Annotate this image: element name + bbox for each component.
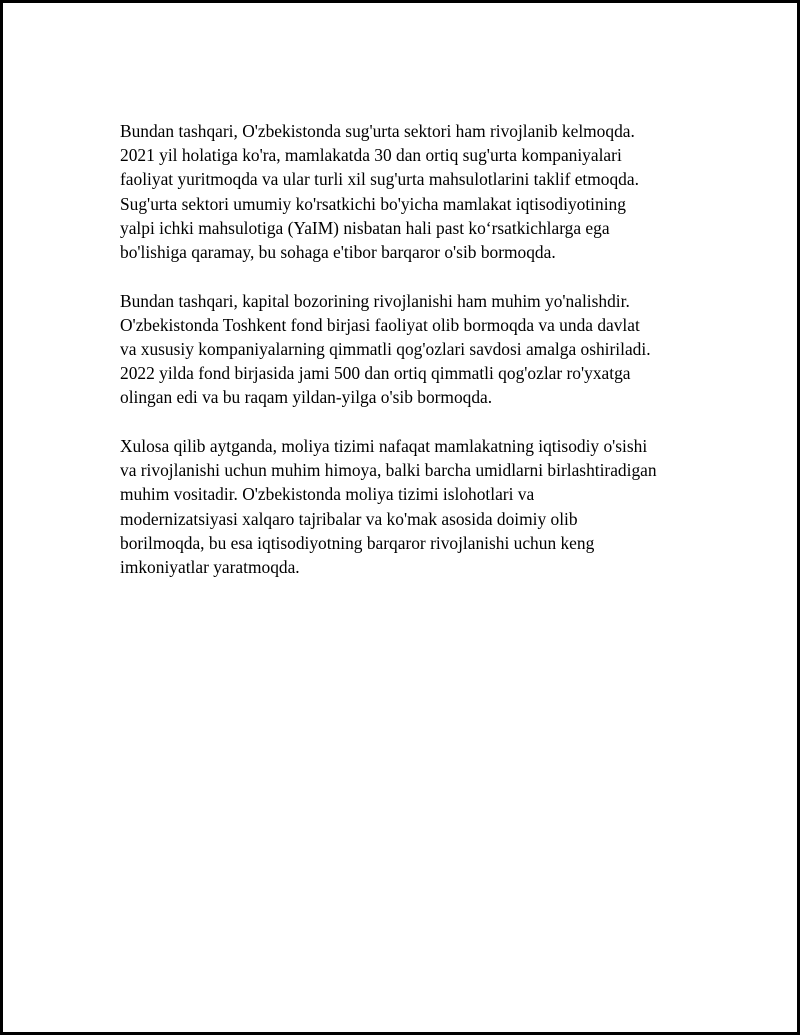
document-body [120,119,705,604]
paragraph-capital-market: Bundan tashqari, kapital bozorining rivojlanishi ham muhim yo'nalishdir. O'zbekistonda Toshkent fond birjasi faoliyat olib bormoqda va unda davlat va xususiy kompaniyalarning qimmatli qog'ozlari savdosi amalga oshiriladi. 2022 yilda fond birjasida jami 500 dan ortiq qimmatli qog'ozlar ro'yxatga olingan edi va bu raqam yildan-yilga o'sib bormoqda. [120,290,651,408]
paragraph-insurance-sector: Bundan tashqari, O'zbekistonda sug'urta sektori ham rivojlanib kelmoqda. 2021 yil holatiga ko'ra, mamlakatda 30 dan ortiq sug'urta kompaniyalari faoliyat yuritmoqda va ular turli xil sug'urta mahsulotlarini taklif etmoqda. Sug'urta sektori umumiy ko'rsatkichi bo'yicha mamlakat iqtisodiyotining yalpi ichki mahsulotiga (YaIM) nisbatan hali past ko‘rsatkichlarga ega bo'lishiga qaramay, bu sohaga e'tibor barqaror o'sib bormoqda. [120,121,639,263]
paragraph-conclusion: Xulosa qilib aytganda, moliya tizimi nafaqat mamlakatning iqtisodiy o'sishi va rivojlanishi uchun muhim himoya, balki barcha umidlarni birlashtiradigan muhim vositadir. O'zbekistonda moliya tizimi islohotlari va modernizatsiyasi xalqaro tajribalar va ko'mak asosida doimiy olib borilmoqda, bu esa iqtisodiyotning barqaror rivojlanishi uchun keng imkoniyatlar yaratmoqda. [120,436,657,578]
